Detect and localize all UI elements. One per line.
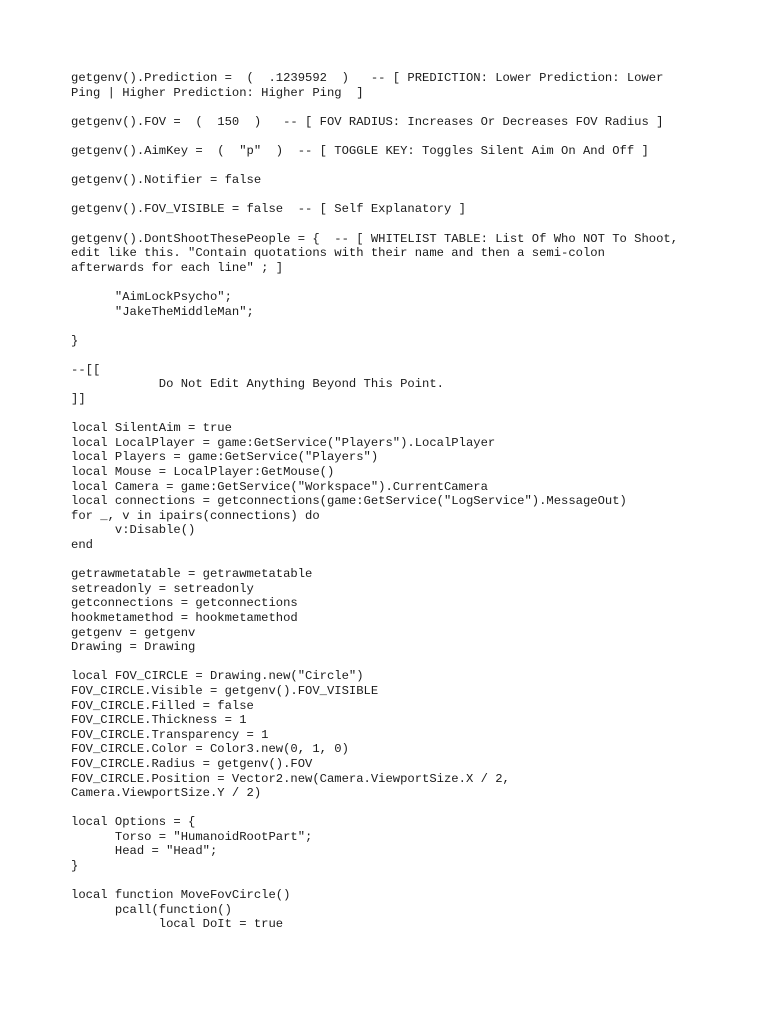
code-line: afterwards for each line" ; ] [71,260,284,275]
code-line: Camera.ViewportSize.Y / 2) [71,786,262,801]
blank-line [71,348,711,363]
code-line: local Options = { [71,815,196,830]
code-line: local DoIt = true [71,917,284,932]
blank-line [71,100,711,115]
blank-line [71,801,711,816]
code-line: local FOV_CIRCLE = Drawing.new("Circle") [71,669,364,684]
code-line: FOV_CIRCLE.Transparency = 1 [71,727,269,742]
code-line: Ping | Higher Prediction: Higher Ping ] [71,85,364,100]
code-line: getgenv().Notifier = false [71,173,262,188]
code-line: pcall(function() [71,902,232,917]
code-line: local LocalPlayer = game:GetService("Players").LocalPlayer [71,435,496,450]
code-line: getgenv().FOV = ( 150 ) -- [ FOV RADIUS: Increases Or Decreases FOV Radius ] [71,114,664,129]
code-line: local Camera = game:GetService("Workspace").CurrentCamera [71,479,488,494]
code-line: getrawmetatable = getrawmetatable [71,567,313,582]
code-line: } [71,859,79,874]
code-line: } [71,333,79,348]
code-line: --[[ [71,362,101,377]
code-line: getgenv().AimKey = ( "p" ) -- [ TOGGLE KEY: Toggles Silent Aim On And Off ] [71,143,649,158]
blank-line [71,188,711,203]
code-line: FOV_CIRCLE.Thickness = 1 [71,713,247,728]
code-line: getgenv().DontShootThesePeople = { -- [ WHITELIST TABLE: List Of Who NOT To Shoot, [71,231,679,246]
blank-line [71,217,711,232]
code-line: local Mouse = LocalPlayer:GetMouse() [71,465,335,480]
blank-line [71,407,711,422]
code-line: FOV_CIRCLE.Position = Vector2.new(Camera.ViewportSize.X / 2, [71,771,510,786]
code-line: edit like this. "Contain quotations with their name and then a semi-colon [71,246,605,261]
code-line: getgenv = getgenv [71,625,196,640]
blank-line [71,129,711,144]
code-line: local connections = getconnections(game:GetService("LogService").MessageOut) [71,494,627,509]
code-line: getgenv().FOV_VISIBLE = false -- [ Self Explanatory ] [71,202,466,217]
blank-line [71,319,711,334]
code-line: setreadonly = setreadonly [71,581,254,596]
code-line: "JakeTheMiddleMan"; [71,304,254,319]
code-line: getgenv().Prediction = ( .1239592 ) -- [ PREDICTION: Lower Prediction: Lower [71,71,664,85]
document-page [71,71,711,932]
blank-line [71,655,711,670]
code-line: Head = "Head"; [71,844,218,859]
code-line: FOV_CIRCLE.Radius = getgenv().FOV [71,756,313,771]
blank-line [71,874,711,889]
code-line: v:Disable() [71,523,196,538]
code-line: hookmetamethod = hookmetamethod [71,610,298,625]
code-line: getconnections = getconnections [71,596,298,611]
code-line: for _, v in ipairs(connections) do [71,508,320,523]
code-line: Do Not Edit Anything Beyond This Point. [71,377,444,392]
code-line: local function MoveFovCircle() [71,888,291,903]
code-line: ]] [71,392,86,407]
code-line: end [71,538,93,552]
blank-line [71,275,711,290]
code-line: FOV_CIRCLE.Color = Color3.new(0, 1, 0) [71,742,349,757]
code-line: FOV_CIRCLE.Visible = getgenv().FOV_VISIBLE [71,683,379,698]
code-line: local Players = game:GetService("Players") [71,450,379,465]
code-line: "AimLockPsycho"; [71,289,232,304]
blank-line [71,159,711,174]
code-line: Drawing = Drawing [71,640,196,655]
code-line: local SilentAim = true [71,421,232,436]
blank-line [71,553,711,568]
code-line: FOV_CIRCLE.Filled = false [71,698,254,713]
code-line: Torso = "HumanoidRootPart"; [71,829,313,844]
